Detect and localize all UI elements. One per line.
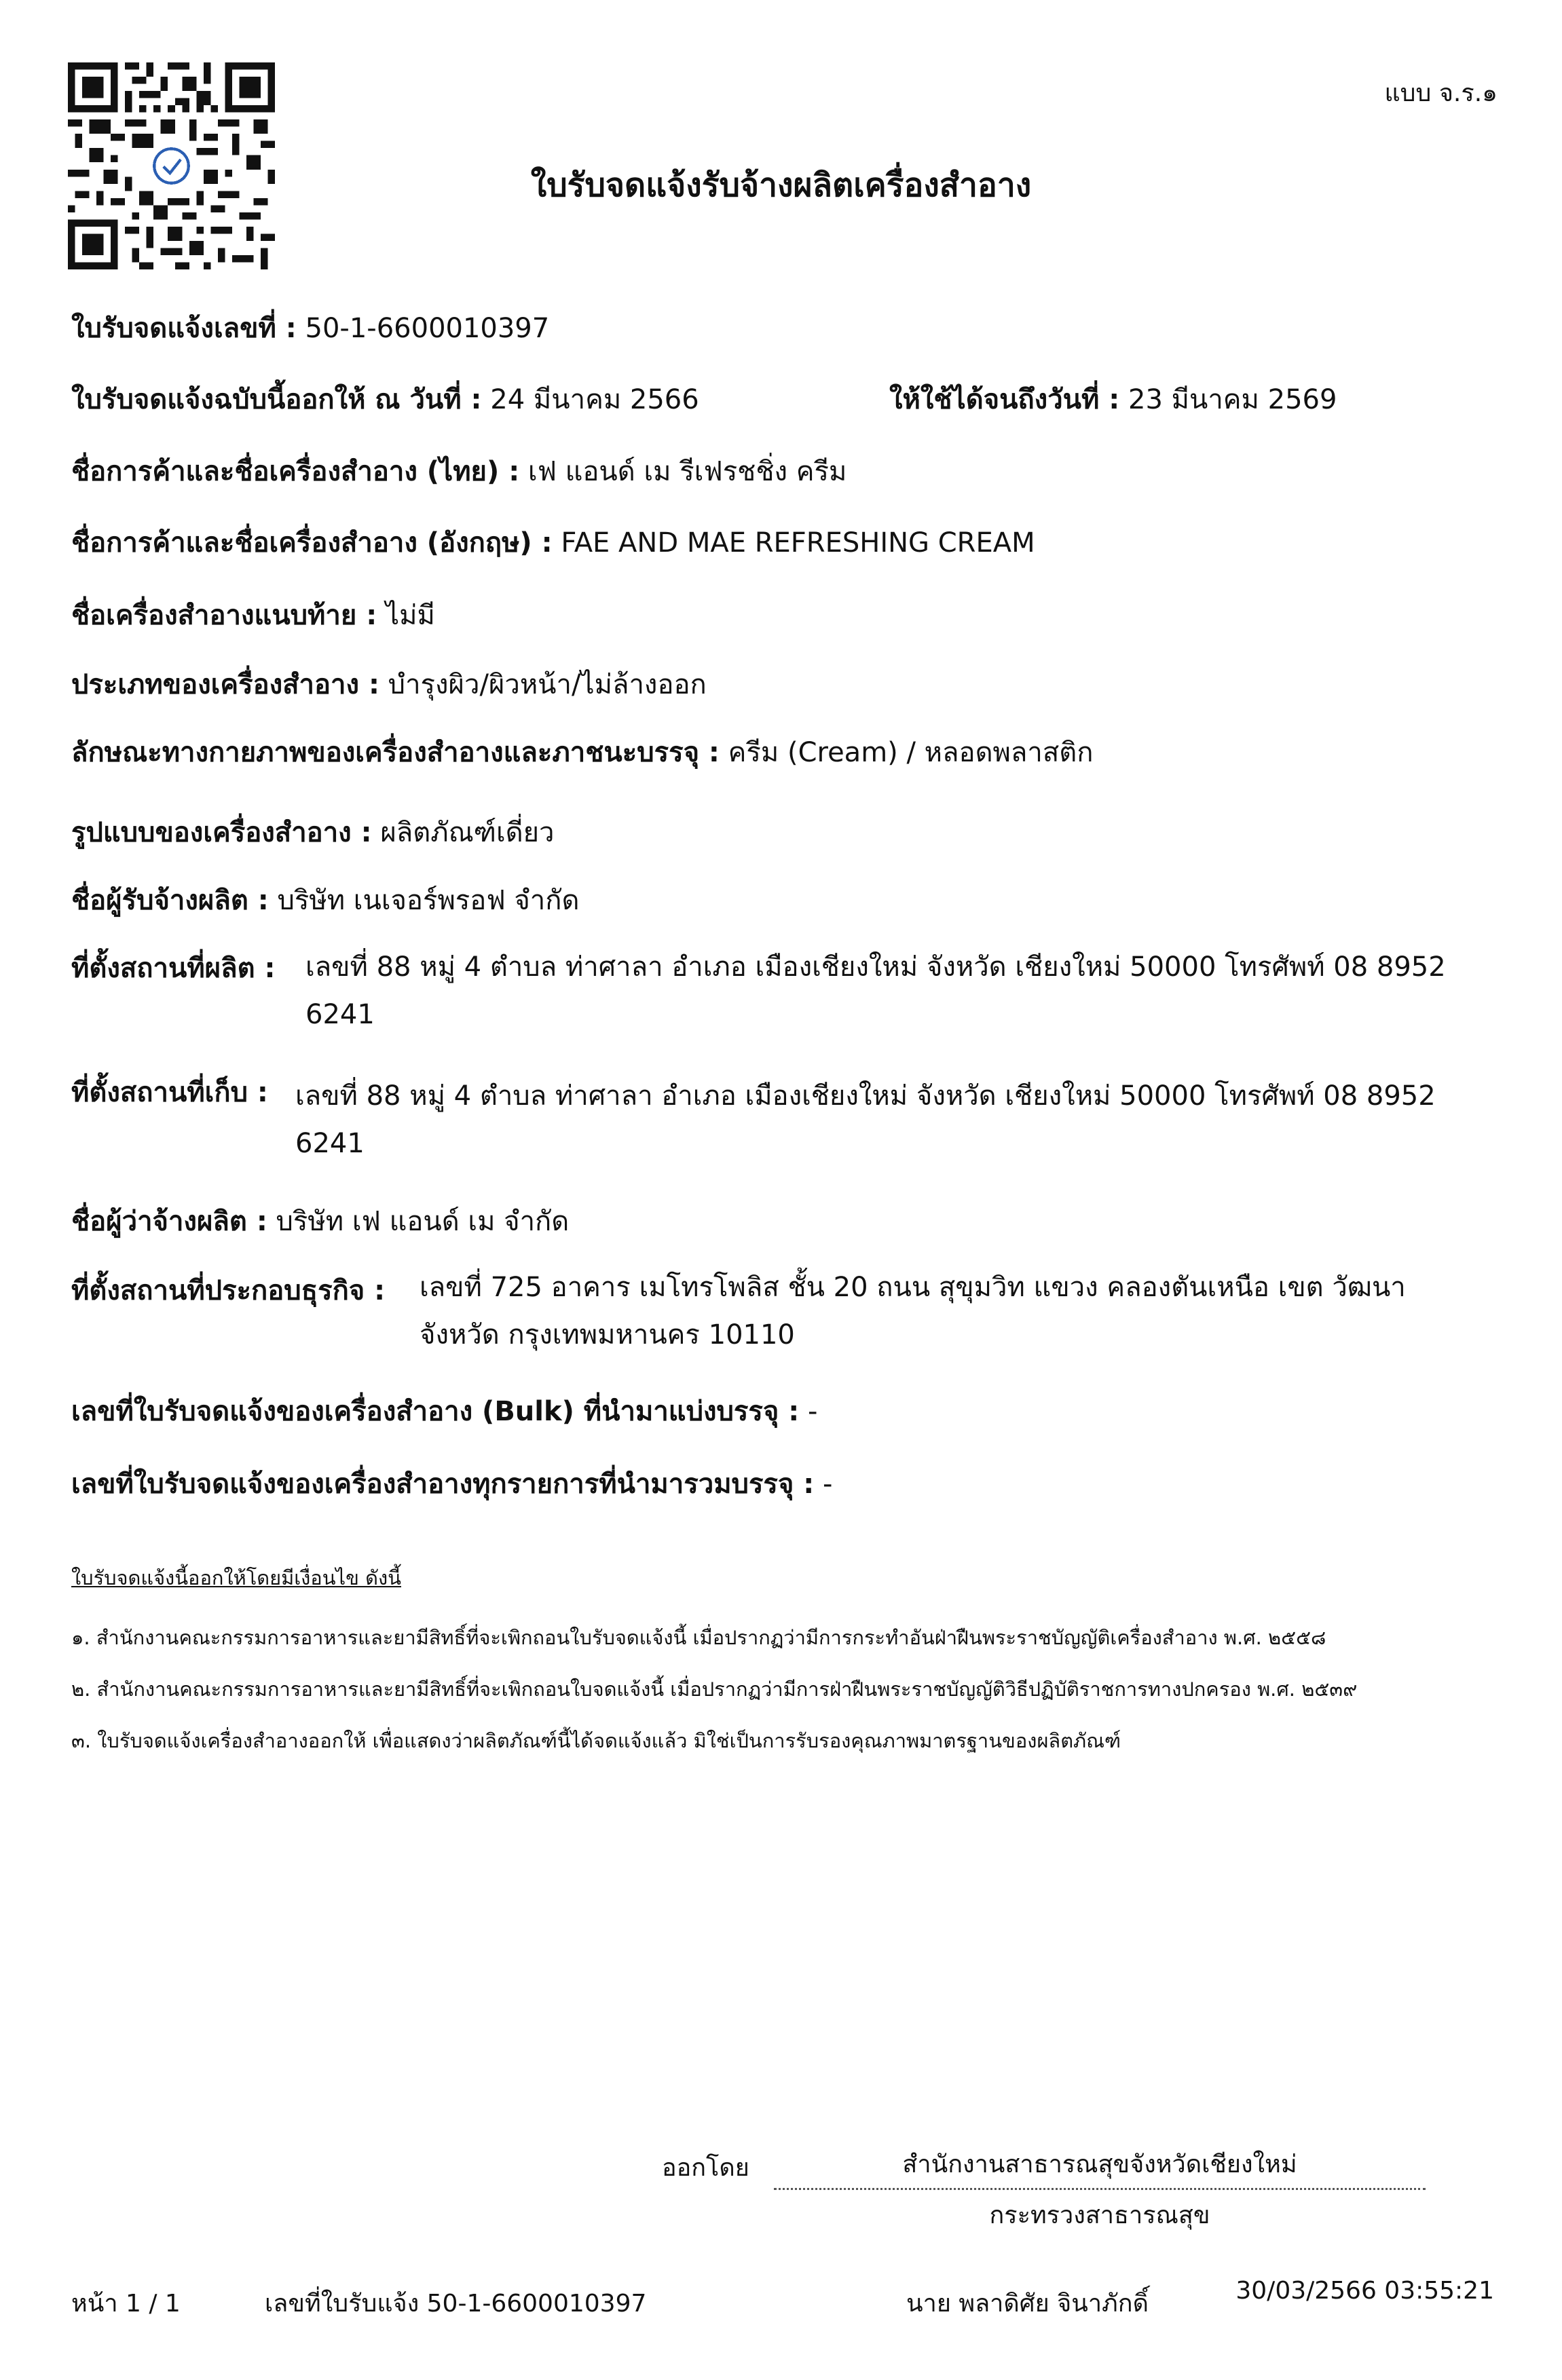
business-location-value: เลขที่ 725 อาคาร เมโทรโพลิส ชั้น 20 ถนน สุขุมวิท แขวง คลองตันเหนือ เขต วัฒนา จังหวัด กรุงเทพมหานคร 10110 [420, 1272, 1406, 1350]
name-thai-value: เฟ แอนด์ เม รีเฟรชชิ่ง ครีม [527, 456, 847, 487]
conditions-heading: ใบรับจดแจ้งนี้ออกให้โดยมีเงื่อนไข ดังนี้ [71, 1566, 401, 1589]
field-label: ที่ตั้งสถานที่เก็บ : [71, 1077, 268, 1108]
field-label: ประเภทของเครื่องสำอาง : [71, 669, 379, 700]
manufacturer-row [71, 879, 1494, 922]
page-number: หน้า 1 / 1 [71, 2290, 181, 2318]
field-label: รูปแบบของเครื่องสำอาง : [71, 817, 372, 848]
condition-item: ๑. สำนักงานคณะกรรมการอาหารและยามีสิทธิ์ที่จะเพิกถอนใบรับจดแจ้งนี้ เมื่อปรากฏว่ามีการกระทำอันฝ่าฝืนพระราชบัญญัติเครื่องสำอาง พ.ศ. ๒๕๕๘ [71, 1626, 1326, 1649]
officer-name: นาย พลาดิศัย จินาภักดิ์ [906, 2290, 1149, 2318]
appended-name-row [71, 594, 1494, 637]
field-label: ใบรับจดแจ้งเลขที่ : [71, 313, 297, 344]
receipt-number-row [71, 307, 1494, 350]
name-thai-row [71, 450, 1494, 493]
field-label: ที่ตั้งสถานที่ผลิต : [71, 953, 276, 984]
storage-location-value: เลขที่ 88 หมู่ 4 ตำบล ท่าศาลา อำเภอ เมืองเชียงใหม่ จังหวัด เชียงใหม่ 50000 โทรศัพท์ 08 8952 6241 [295, 1080, 1436, 1159]
signature-line [774, 2188, 1426, 2190]
physical-form-row [71, 731, 1494, 774]
all-items-number-value: - [823, 1469, 833, 1500]
mfg-location-label-row [71, 947, 276, 990]
physical-form-value: ครีม (Cream) / หลอดพลาสติก [728, 737, 1094, 768]
storage-location-label-row [71, 1071, 268, 1114]
hirer-row [71, 1200, 1494, 1243]
field-label: ชื่อเครื่องสำอางแนบท้าย : [71, 600, 377, 631]
issued-date-value: 24 มีนาคม 2566 [490, 384, 699, 415]
cosmetic-type-value: บำรุงผิว/ผิวหน้า/ไม่ล้างออก [388, 669, 707, 700]
field-label: ลักษณะทางกายภาพของเครื่องสำอางและภาชนะบรรจุ : [71, 737, 720, 768]
bulk-number-value: - [807, 1396, 818, 1427]
form-code: แบบ จ.ร.๑ [1384, 79, 1498, 107]
valid-until-row [889, 378, 1337, 421]
issuing-office: สำนักงานสาธารณสุขจังหวัดเชียงใหม่ [902, 2151, 1297, 2178]
page-title: ใบรับจดแจ้งรับจ้างผลิตเครื่องสำอาง [530, 166, 1032, 204]
field-label: ชื่อผู้รับจ้างผลิต : [71, 885, 269, 916]
cosmetic-format-value: ผลิตภัณฑ์เดี่ยว [380, 817, 555, 848]
field-label: ชื่อการค้าและชื่อเครื่องสำอาง (อังกฤษ) : [71, 527, 553, 559]
field-label: ให้ใช้ได้จนถึงวันที่ : [889, 384, 1120, 415]
bulk-number-row [71, 1390, 1494, 1433]
issuing-ministry: กระทรวงสาธารณสุข [989, 2202, 1210, 2229]
name-english-value: FAE AND MAE REFRESHING CREAM [561, 527, 1035, 559]
field-label: เลขที่ใบรับจดแจ้งของเครื่องสำอางทุกรายการที่นำมารวมบรรจุ : [71, 1469, 815, 1500]
valid-until-value: 23 มีนาคม 2569 [1128, 384, 1337, 415]
business-location-label-row [71, 1269, 385, 1312]
field-label: เลขที่ใบรับจดแจ้งของเครื่องสำอาง (Bulk) ที่นำมาแบ่งบรรจุ : [71, 1396, 800, 1427]
appended-name-value: ไม่มี [385, 600, 435, 631]
print-timestamp: 30/03/2566 03:55:21 [1235, 2277, 1494, 2305]
receipt-number-value: 50-1-6600010397 [305, 313, 550, 344]
field-label: ชื่อการค้าและชื่อเครื่องสำอาง (ไทย) : [71, 456, 520, 487]
hirer-value: บริษัท เฟ แอนด์ เม จำกัด [276, 1206, 570, 1237]
manufacturer-value: บริษัท เนเจอร์พรอฟ จำกัด [277, 885, 580, 916]
cosmetic-format-row [71, 811, 1494, 854]
field-label: ที่ตั้งสถานที่ประกอบธุรกิจ : [71, 1275, 386, 1306]
field-label: ชื่อผู้ว่าจ้างผลิต : [71, 1206, 267, 1237]
field-label: ใบรับจดแจ้งฉบับนี้ออกให้ ณ วันที่ : [71, 384, 482, 415]
condition-item: ๓. ใบรับจดแจ้งเครื่องสำอางออกให้ เพื่อแสดงว่าผลิตภัณฑ์นี้ได้จดแจ้งแล้ว มิใช่เป็นการรับรองคุณภาพมาตรฐานของผลิตภัณฑ์ [71, 1729, 1121, 1752]
issued-by-label: ออกโดย [662, 2154, 749, 2182]
condition-item: ๒. สำนักงานคณะกรรมการอาหารและยามีสิทธิ์ที่จะเพิกถอนใบจดแจ้งนี้ เมื่อปรากฏว่ามีการฝ่าฝืนพระราชบัญญัติวิธีปฏิบัติราชการทางปกครอง พ.ศ. ๒๕๓๙ [71, 1678, 1358, 1701]
mfg-location-value: เลขที่ 88 หมู่ 4 ตำบล ท่าศาลา อำเภอ เมืองเชียงใหม่ จังหวัด เชียงใหม่ 50000 โทรศัพท์ 08 8952 6241 [305, 951, 1446, 1030]
footer-receipt-ref: เลขที่ใบรับแจ้ง 50-1-6600010397 [265, 2290, 647, 2318]
name-english-row [71, 521, 1494, 565]
all-items-number-row [71, 1462, 1494, 1506]
cosmetic-type-row [71, 663, 1494, 706]
